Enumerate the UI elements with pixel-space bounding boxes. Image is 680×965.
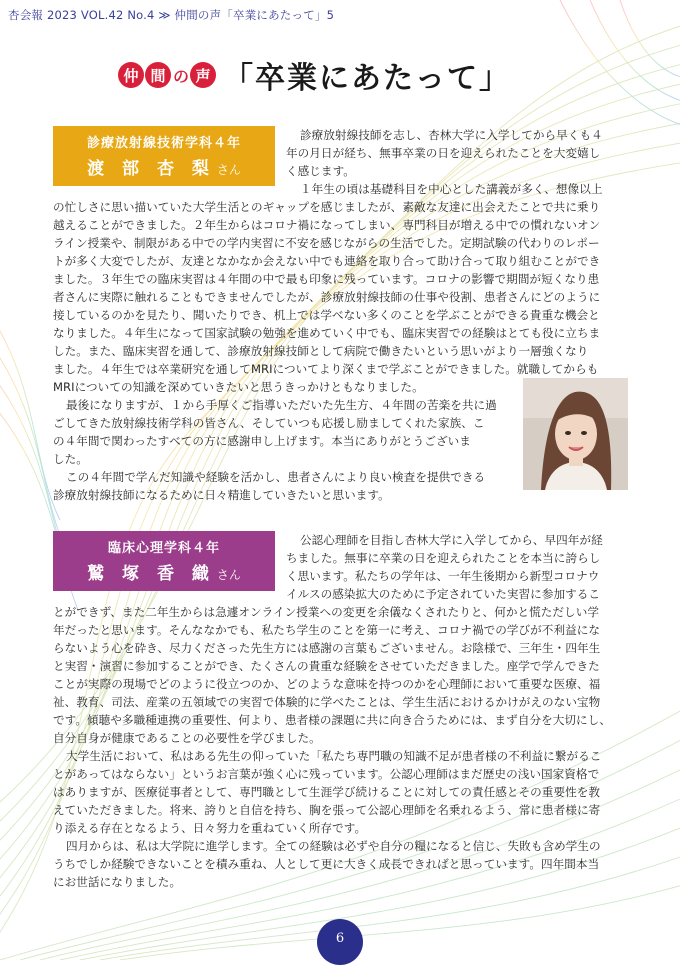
article-2-line: うちでしか経験できないことを積み重ね、人として更に大きく成長できればと思っています。四年間本当 [53, 857, 600, 871]
page-title [118, 50, 511, 100]
author-box-2 [53, 531, 275, 591]
article-2-line: く思います。私たちの学年は、一年生後期から新型コロナウ [286, 569, 600, 583]
article-1-line: MRIについての知識を深めていきたいと思うきっかけともなりました。 [53, 380, 424, 394]
article-2-line: り添える存在となるよう、日々努力を重ねていく所存です。 [53, 821, 367, 835]
article-2-line: 祉、教育、司法、産業の五領域での実習で体験的に学べたことは、学生生活におけるかけがえのない宝物 [53, 695, 601, 709]
article-2-line: にお世話になりました。 [53, 875, 182, 889]
article-1-line: く感じます。 [286, 164, 355, 178]
article-1-line: 診療放射線技師を志し、杏林大学に入学してから早くも４ [300, 128, 603, 142]
title-badge-1: 仲 [118, 62, 144, 88]
article-1-line: トが多く大変でしたが、友達となかなか会えない中でも連絡を取り合って助け合って取り組むことができ [53, 254, 601, 268]
article-1-line: の４年間で関わったすべての方に感謝申し上げます。本当にありがとうございま [53, 434, 471, 448]
article-1-line: この４年間で学んだ知識や経験を活かし、患者さんにより良い検査を提供できる [66, 470, 486, 484]
article-2-line: はありますが、医療従事者として、専門職として生涯学び続けることに対しての責任感とその重要性を教 [53, 785, 601, 799]
article-2-line: 年だったと思います。そんななかでも、私たち学生のことを第一に考え、コロナ禍での学びが不利益にな [53, 623, 601, 637]
article-1-line: ました。３年生での臨床実習は４年間の中で最も印象に残っています。コロナの影響で期間が短くなり患 [53, 272, 600, 286]
article-2-line: と実習・演習に参加することができ、たくさんの貴重な経験をさせていただきました。座学で学んできた [53, 659, 600, 673]
article-2-line: らないよう心を砕き、尽力くださった先生方には感謝の言葉もございません。お陰様で、三年生・四年生 [53, 641, 601, 655]
article-2-line: ちました。無事に卒業の日を迎えられたことを本当に誇らし [286, 551, 601, 565]
article-1-line: 接しているのかを見たり、聞いたりでき、机上では学べない多くのことを学ぶことができる貴重な機会と [53, 308, 600, 322]
article-1-line: 診療放射線技師になるために日々精進していきたいと思います。 [53, 488, 390, 502]
author-box-1 [53, 126, 275, 186]
title-badge-4: 声 [190, 62, 216, 88]
title-main: 「卒業にあたって」 [223, 61, 512, 96]
article-1-line: 越えることができました。２年生からはコロナ禍になってしまい、専門科目が増える中での慣れないオン [53, 218, 601, 232]
article-2-line: イルスの感染拡大のために予定されていた実習に参加するこ [286, 587, 601, 601]
article-1-line: ごしてきた放射線技術学科の皆さん、そしていつも応援し励ましてくれた家族、こ [53, 416, 485, 430]
issue-header: 杏会報 2023 VOL.42 No.4 ≫ 仲間の声「卒業にあたって」5 [8, 8, 335, 22]
author-2-honorific: さん [216, 568, 241, 582]
title-badge-2: 間 [145, 62, 171, 88]
author-2-name: 鷲 塚 香 織 [87, 564, 215, 584]
article-2-line: 公認心理師を目指し杏林大学に入学してから、早四年が経 [300, 533, 603, 547]
article-1-line: 者さんに実際に触れることもできませんでしたが、診療放射線技師の仕事や役割、患者さんにどのように [53, 290, 601, 304]
article-1-line: した。 [53, 452, 88, 466]
article-2-line: とができず、また二年生からは急遽オンライン授業への変更を余儀なくされたりと、何かと慌ただしい学 [53, 605, 599, 619]
article-1-line: した。また、臨床実習を通して、診療放射線技師として病院で働きたいという思いがより一層強くなり [53, 344, 589, 358]
title-badges [118, 62, 217, 88]
article-2-line: えていただきました。将来、誇りと自信を持ち、胸を張って公認心理師を名乗れるよう、常に患者様に寄 [53, 803, 601, 817]
page-number: 6 [317, 919, 363, 965]
article-2-line: 自分自身が健康であることの必要性を学びました。 [53, 731, 321, 745]
author-1-honorific: さん [216, 163, 241, 177]
article-1-line: ました。４年生では卒業研究を通してMRIについてより深くまで学ぶことができました。就職してからも [53, 362, 599, 376]
article-1-line: 最後になりますが、１から手厚くご指導いただいた先生方、４年間の苦楽を共に過 [66, 398, 497, 412]
author-1-department: 診療放射線技術学科４年 [86, 136, 241, 151]
article-2-line: です。傾聴や多職種連携の重要性、何より、患者様の課題に共に向き合うためには、まず自分を大切にし、 [53, 713, 611, 727]
article-1-line: の忙しさに思い描いていた大学生活とのギャップを感じましたが、素敵な友達に出会えたことで共に乗り [53, 200, 601, 214]
portrait-photo-illustration [523, 378, 628, 490]
article-2-line: 四月からは、私は大学院に進学します。全ての経験は必ずや自分の糧になると信じ、失敗も含め学生の [66, 839, 601, 853]
article-1-line: なりました。４年生になって国家試験の勉強を進めていく中でも、臨床実習での経験はとても役に立ちま [53, 326, 601, 340]
author-2-department: 臨床心理学科４年 [107, 541, 220, 556]
article-2-line: ことが実際の現場でどのように役立つのか、どのような意味を持つのかを心理師において重要な医療、福 [53, 677, 601, 691]
article-1-line: １年生の頃は基礎科目を中心とした講義が多く、想像以上 [300, 182, 603, 196]
title-badge-3: の [173, 66, 190, 86]
article-1-line: ライン授業や、制限がある中での学内実習に不安を感じながらの生活でした。定期試験の代わりのレポー [53, 236, 600, 250]
article-1-line: 年の月日が経ち、無事卒業の日を迎えられたことを大変嬉し [286, 146, 601, 160]
article-2-line: とがあってはならない」というお言葉が強く心に残っています。公認心理師はまだ歴史の浅い国家資格で [53, 767, 600, 781]
author-1-name: 渡 部 杏 梨 [87, 159, 215, 179]
author-1-photo [523, 378, 628, 490]
article-2-line: 大学生活において、私はある先生の仰っていた「私たち専門職の知識不足が患者様の不利益に繋がるこ [66, 749, 602, 763]
